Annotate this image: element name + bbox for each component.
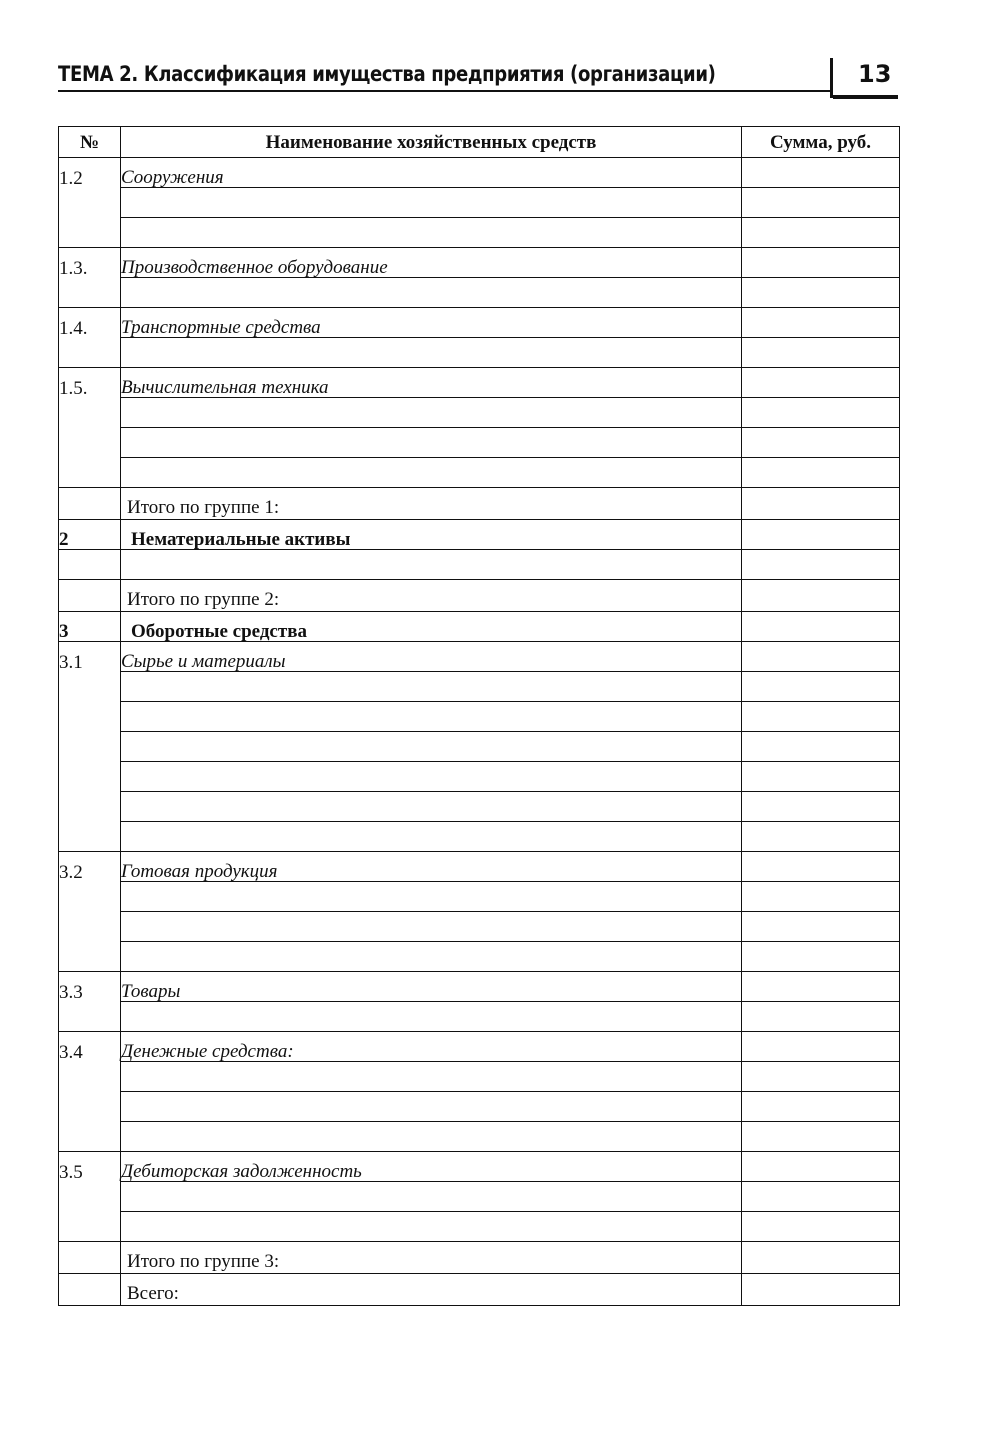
table-row [59,248,900,278]
row-number: 2 [59,520,121,550]
sum-cell[interactable] [742,488,900,520]
sum-cell[interactable] [742,762,900,792]
blank-name-cell[interactable] [121,550,742,580]
sum-cell[interactable] [742,732,900,762]
row-number [59,672,121,702]
table-row [59,882,900,912]
row-name[interactable]: Итого по группе 1: [121,488,742,520]
row-name[interactable]: Транспортные средства [121,308,742,338]
row-number [59,550,121,580]
blank-name-cell[interactable] [121,762,742,792]
sum-cell[interactable] [742,912,900,942]
row-name[interactable]: Сырье и материалы [121,642,742,672]
sum-cell[interactable] [742,550,900,580]
row-number: 3.2 [59,852,121,882]
sum-cell[interactable] [742,972,900,1002]
row-number: 3.1 [59,642,121,672]
row-number [59,1274,121,1306]
row-number [59,398,121,428]
blank-name-cell[interactable] [121,1182,742,1212]
row-number: 3.5 [59,1152,121,1182]
page-header [58,58,898,102]
sum-cell[interactable] [742,278,900,308]
column-header-sum: Сумма, руб. [742,127,900,158]
row-number [59,882,121,912]
row-name[interactable]: Товары [121,972,742,1002]
table-row [59,1092,900,1122]
sum-cell[interactable] [742,1182,900,1212]
table-body [59,158,900,1306]
sum-cell[interactable] [742,1092,900,1122]
table-row [59,642,900,672]
sum-cell[interactable] [742,1062,900,1092]
table-row [59,672,900,702]
table-row [59,942,900,972]
row-number [59,580,121,612]
blank-name-cell[interactable] [121,792,742,822]
table-row [59,1242,900,1274]
row-number [59,1002,121,1032]
row-name[interactable]: Оборотные средства [121,612,742,642]
sum-cell[interactable] [742,1152,900,1182]
blank-name-cell[interactable] [121,218,742,248]
row-number: 1.3. [59,248,121,278]
table-row [59,338,900,368]
row-name[interactable]: Дебиторская задолженность [121,1152,742,1182]
blank-name-cell[interactable] [121,822,742,852]
sum-cell[interactable] [742,852,900,882]
row-number [59,732,121,762]
page-number: 13 [858,60,892,88]
table-row [59,520,900,550]
blank-name-cell[interactable] [121,338,742,368]
table-row [59,1274,900,1306]
sum-cell[interactable] [742,882,900,912]
row-name[interactable]: Денежные средства: [121,1032,742,1062]
row-number [59,912,121,942]
table-row [59,1002,900,1032]
blank-name-cell[interactable] [121,912,742,942]
sum-cell[interactable] [742,458,900,488]
blank-name-cell[interactable] [121,1122,742,1152]
table-row [59,1062,900,1092]
table-row [59,852,900,882]
row-number [59,188,121,218]
sum-cell[interactable] [742,1274,900,1306]
row-name[interactable]: Сооружения [121,158,742,188]
row-number [59,1182,121,1212]
row-number [59,428,121,458]
blank-name-cell[interactable] [121,882,742,912]
blank-name-cell[interactable] [121,702,742,732]
row-name[interactable]: Итого по группе 3: [121,1242,742,1274]
table-row [59,762,900,792]
table-row [59,488,900,520]
row-number: 1.5. [59,368,121,398]
blank-name-cell[interactable] [121,942,742,972]
sum-cell[interactable] [742,218,900,248]
table-row [59,278,900,308]
sum-cell[interactable] [742,702,900,732]
table-row [59,732,900,762]
sum-cell[interactable] [742,520,900,550]
row-number [59,1062,121,1092]
assets-table [58,126,900,1306]
table-row [59,218,900,248]
row-name[interactable]: Вычислительная техника [121,368,742,398]
row-number [59,488,121,520]
sum-cell[interactable] [742,308,900,338]
table-row [59,458,900,488]
column-header-name: Наименование хозяйственных средств [121,127,742,158]
sum-cell[interactable] [742,338,900,368]
row-name[interactable]: Итого по группе 2: [121,580,742,612]
sum-cell[interactable] [742,188,900,218]
row-name[interactable]: Всего: [121,1274,742,1306]
row-number [59,1242,121,1274]
sum-cell[interactable] [742,1032,900,1062]
row-number [59,1122,121,1152]
sum-cell[interactable] [742,158,900,188]
table-row [59,308,900,338]
sum-cell[interactable] [742,612,900,642]
sum-cell[interactable] [742,368,900,398]
row-number [59,822,121,852]
header-divider [830,58,833,98]
table-header-row [59,127,900,158]
row-name[interactable]: Готовая продукция [121,852,742,882]
blank-name-cell[interactable] [121,1212,742,1242]
table-row [59,612,900,642]
row-number [59,1092,121,1122]
table-row [59,1212,900,1242]
blank-name-cell[interactable] [121,398,742,428]
sum-cell[interactable] [742,672,900,702]
blank-name-cell[interactable] [121,278,742,308]
sum-cell[interactable] [742,1212,900,1242]
row-number: 1.2 [59,158,121,188]
table-row [59,428,900,458]
column-header-number: № [59,127,121,158]
row-number [59,458,121,488]
row-name[interactable]: Нематериальные активы [121,520,742,550]
row-number [59,942,121,972]
blank-name-cell[interactable] [121,458,742,488]
row-number [59,1212,121,1242]
sum-cell[interactable] [742,580,900,612]
sum-cell[interactable] [742,792,900,822]
row-number: 1.4. [59,308,121,338]
table-row [59,822,900,852]
header-rule [58,90,830,92]
sum-cell[interactable] [742,942,900,972]
row-number: 3 [59,612,121,642]
row-number [59,702,121,732]
row-name[interactable]: Производственное оборудование [121,248,742,278]
sum-cell[interactable] [742,642,900,672]
table-row [59,792,900,822]
table-row [59,912,900,942]
blank-name-cell[interactable] [121,1092,742,1122]
table-row [59,398,900,428]
page-number-rule [833,95,898,99]
sum-cell[interactable] [742,428,900,458]
blank-name-cell[interactable] [121,732,742,762]
table-row [59,1032,900,1062]
table-row [59,1152,900,1182]
sum-cell[interactable] [742,398,900,428]
blank-name-cell[interactable] [121,188,742,218]
table-row [59,972,900,1002]
table-row [59,550,900,580]
sum-cell[interactable] [742,248,900,278]
row-number [59,338,121,368]
row-number [59,792,121,822]
sum-cell[interactable] [742,1242,900,1274]
blank-name-cell[interactable] [121,1062,742,1092]
table-row [59,580,900,612]
sum-cell[interactable] [742,1122,900,1152]
row-number [59,762,121,792]
blank-name-cell[interactable] [121,428,742,458]
sum-cell[interactable] [742,822,900,852]
row-number [59,278,121,308]
table-row [59,158,900,188]
blank-name-cell[interactable] [121,1002,742,1032]
row-number [59,218,121,248]
table-row [59,368,900,398]
row-number: 3.3 [59,972,121,1002]
sum-cell[interactable] [742,1002,900,1032]
table-row [59,188,900,218]
table-row [59,1122,900,1152]
page-title: ТЕМА 2. Классификация имущества предприятия (организации) [58,62,716,86]
row-number: 3.4 [59,1032,121,1062]
blank-name-cell[interactable] [121,672,742,702]
table-row [59,1182,900,1212]
table-row [59,702,900,732]
